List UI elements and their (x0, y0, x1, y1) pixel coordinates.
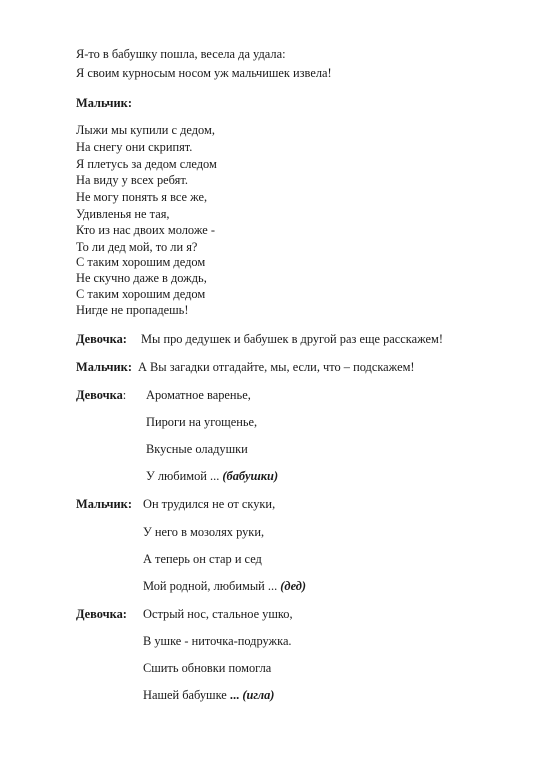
riddle-answer: (дед) (280, 579, 307, 593)
dialog-text: Мы про дедушек и бабушек в другой раз еще расскажем! (141, 332, 443, 346)
riddle-line: Острый нос, стальное ушко, (143, 607, 293, 621)
riddle-line: Он трудился не от скуки, (143, 497, 276, 511)
verse-line: Нигде не пропадешь! (76, 303, 189, 317)
speaker-label: Мальчик: (76, 360, 132, 374)
verse-line: Я-то в бабушку пошла, весела да удала: (76, 47, 286, 61)
verse-line: С таким хорошим дедом (76, 255, 206, 269)
riddle-line: А теперь он стар и сед (143, 552, 262, 566)
verse-line: Я плетусь за дедом следом (76, 157, 217, 171)
riddle-line (143, 578, 306, 594)
riddle-line-prefix: Мой родной, любимый ... (143, 579, 278, 593)
riddle-answer: (бабушки) (222, 469, 279, 483)
verse-line: Удивленья не тая, (76, 207, 170, 221)
riddle-line: Пироги на угощенье, (146, 415, 258, 429)
verse-line: Не могу понять я все же, (76, 190, 208, 204)
verse-line: Лыжи мы купили с дедом, (76, 123, 215, 137)
speaker-colon: : (122, 388, 127, 402)
speaker-label (76, 387, 126, 403)
riddle-ellipsis: ... (229, 688, 240, 702)
speaker-name: Девочка (76, 388, 123, 402)
verse-line: На снегу они скрипят. (76, 140, 193, 154)
verse-line: Не скучно даже в дождь, (76, 271, 207, 285)
verse-line: С таким хорошим дедом (76, 287, 206, 301)
verse-line: То ли дед мой, то ли я? (76, 240, 198, 254)
speaker-label: Девочка: (76, 607, 127, 621)
riddle-line: У него в мозолях руки, (143, 525, 265, 539)
riddle-line-prefix: У любимой ... (146, 469, 220, 483)
verse-line: Я своим курносым носом уж мальчишек извела! (76, 66, 332, 80)
verse-line: Кто из нас двоих моложе - (76, 223, 215, 237)
dialog-text: А Вы загадки отгадайте, мы, если, что – подскажем! (138, 360, 415, 374)
riddle-answer: (игла) (242, 688, 275, 702)
verse-line: На виду у всех ребят. (76, 173, 188, 187)
riddle-line-prefix: Нашей бабушке (143, 688, 227, 702)
riddle-line: Вкусные оладушки (146, 442, 248, 456)
riddle-line: В ушке - ниточка-подружка. (143, 634, 292, 648)
riddle-line: Ароматное варенье, (146, 388, 251, 402)
speaker-label: Девочка: (76, 332, 127, 346)
speaker-label: Мальчик: (76, 497, 132, 511)
riddle-line: Сшить обновки помогла (143, 661, 272, 675)
speaker-label: Мальчик: (76, 96, 132, 110)
riddle-line (146, 468, 278, 484)
riddle-line (143, 687, 274, 703)
